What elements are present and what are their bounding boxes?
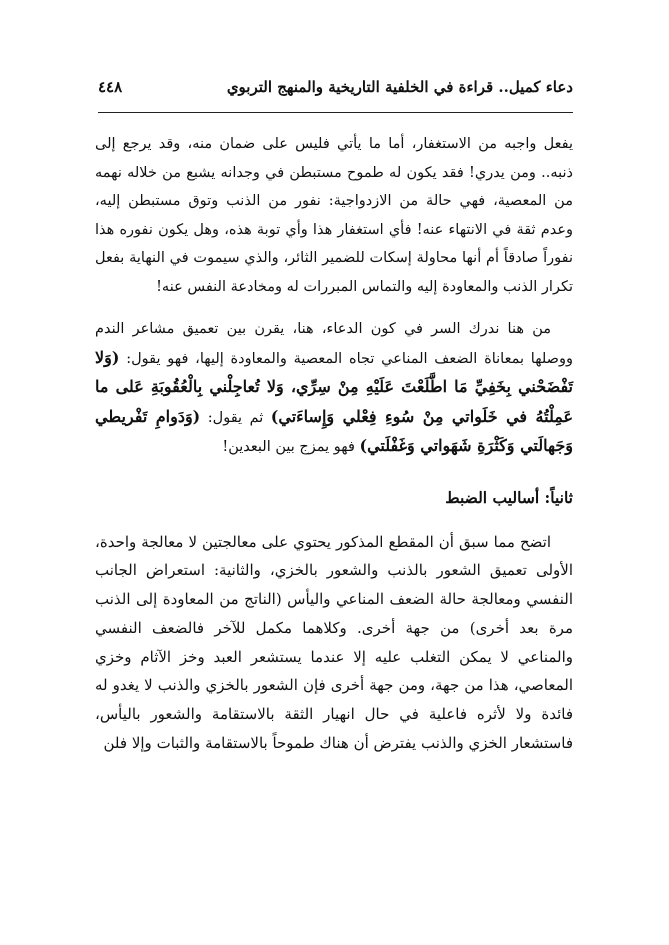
header-divider <box>98 112 573 113</box>
section-heading: ثانياً: أساليب الضبط <box>445 487 573 507</box>
paragraph-3: اتضح مما سبق أن المقطع المذكور يحتوي على معالجتين لا معالجة واحدة، الأولى تعميق الشعور بالذنب والشعور بالخزي، والثانية: استعراض الجانب النفسي ومعالجة حالة الضعف المناعي واليأس (الناتج من المعاودة إلى الذنب مرة بعد أخرى) من جهة أخرى. وكلاهما مكمل للآخر فالضعف النفسي والمناعي لا يمكن التغلب عليه إلا عندما يستشعر العبد وخز الآثام وخزي المعاصي، هذا من جهة، ومن جهة أخرى فإن الشعور بالخزي والذنب لا يغدو له فائدة ولا لأثره فاعلية في حال انهيار الثقة بالاستقامة والشعور باليأس، فاستشعار الخزي والذنب يفترض أن هناك طموحاً بالاستقامة والثبات وإلا فلن <box>95 532 573 753</box>
supplication-quote-2: (وَدَوامِ تَفْريطي وَجَهالَتي وَكَثْرَةِ شَهَواتي وَغَفْلَتي) <box>95 406 573 455</box>
running-title: دعاء كميل.. قراءة في الخلفية التاريخية والمنهج التربوي <box>226 78 573 96</box>
paragraph-2 <box>95 315 573 462</box>
supplication-quote-1: (وَلا تَفْضَحْني بِخَفِيِّ مَا اطَّلَعْتَ عَلَيْهِ مِنْ سِرِّي، وَلا تُعاجِلْني بِالْعُقُوبَةِ عَلى ما عَمِلْتُهُ في خَلَواتي مِنْ سُوءِ فِعْلي وَإِساءَتي) <box>95 347 574 426</box>
paragraph-1: يفعل واجبه من الاستغفار، أما ما يأتي فليس على ضمان منه، وقد يرجع إلى ذنبه.. ومن يدري! فقد يكون له طموح مستبطن في وجدانه يشبع من خلاله نهمه من المعصية، فهي حالة من الازدواجية: نفور من الذنب وتوق مستبطن إليه، وعدم ثقة في الانتهاء عنه! فأي استغفار هذا وأي توبة هذه، وهل يكون نفوره هذا نفوراً صادقاً أم أنها محاولة إسكات للضمير الثائر، والذي سيموت في النهاية بفعل تكرار الذنب والمعاودة إليه والتماس المبررات له ومخادعة النفس عنه! <box>95 136 573 295</box>
paragraph-2-mid: ثم يقول: <box>207 409 264 426</box>
paragraph-2-intro: من هنا ندرك السر في كون الدعاء، هنا، يقرن بين تعميق مشاعر الندم ووصلها بمعاناة الضعف المناعي تجاه المعصية والمعاودة إليها، فهو يقول: <box>95 321 573 367</box>
body-text <box>95 130 573 758</box>
running-header <box>98 72 573 102</box>
page-number: ٤٤٨ <box>98 78 123 96</box>
paragraph-2-end: فهو يمزج بين البعدين! <box>222 439 355 455</box>
